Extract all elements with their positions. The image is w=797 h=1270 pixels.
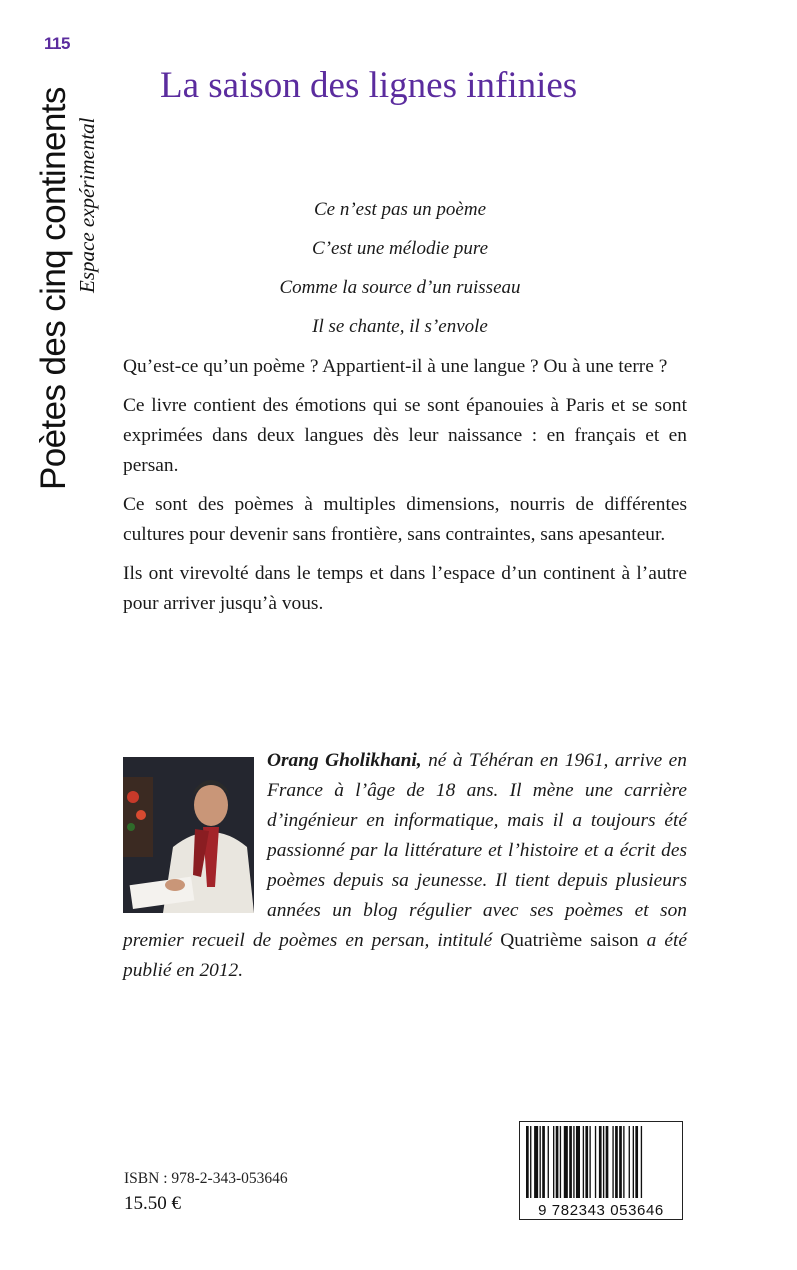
barcode-bar: [573, 1126, 574, 1198]
author-photo: [123, 757, 254, 913]
barcode-bar: [595, 1126, 596, 1198]
series-subtitle: Espace expérimental: [75, 117, 99, 293]
barcode-bar: [548, 1126, 549, 1198]
poem-excerpt: [200, 195, 600, 351]
poem-line: Ce n’est pas un poème: [313, 199, 487, 220]
barcode-bar: [569, 1126, 572, 1198]
barcode-bar: [606, 1126, 609, 1198]
barcode-bar: [540, 1126, 541, 1198]
barcode-bar: [589, 1126, 590, 1198]
author-photo-illustration: [123, 757, 254, 913]
blurb-paragraph: Ce sont des poèmes à multiples dimensions, nourris de différentes cultures pour devenir sans frontière, sans contraintes, sans apesanteur.: [123, 494, 687, 545]
barcode-bar: [612, 1126, 613, 1198]
barcode-bar: [635, 1126, 638, 1198]
book-title: La saison des lignes infinies: [160, 65, 578, 106]
barcode-bar: [560, 1126, 561, 1198]
price: 15.50 €: [124, 1193, 181, 1214]
barcode-bar: [585, 1126, 588, 1198]
barcode-bar: [553, 1126, 554, 1198]
barcode-bar: [623, 1126, 624, 1198]
barcode-bar: [615, 1126, 618, 1198]
blurb-paragraph: Ils ont virevolté dans le temps et dans l’espace d’un continent à l’autre pour arriver jusqu’à vous.: [123, 563, 687, 614]
barcode-bar: [583, 1126, 584, 1198]
series-title: Poètes des cinq continents: [34, 87, 73, 490]
poem-line: C’est une mélodie pure: [311, 238, 489, 259]
blurb-paragraph: Ce livre contient des émotions qui se sont épanouies à Paris et se sont exprimées dans deux langues dès leur naissance : en français et en persan.: [123, 395, 687, 476]
author-bio-text: né à Téhéran en 1961, arrive en France à l’âge de 18 ans. Il mène une carrière d’ingénieur en informatique, mais il a toujours été passionné par la littérature et l’histoire et a écrit des poèmes depuis sa jeunesse. Il tient depuis plusieurs années un blog régulier avec ses poèmes et son premier recueil de poèmes en persan, intitulé: [123, 750, 687, 951]
barcode-bar: [542, 1126, 545, 1198]
blurb-paragraph: Qu’est-ce qu’un poème ? Appartient-il à une langue ? Ou à une terre ?: [123, 356, 668, 377]
barcode: [519, 1121, 683, 1220]
isbn: ISBN : 978-2-343-053646: [124, 1170, 288, 1187]
barcode-bar: [599, 1126, 602, 1198]
barcode-bar: [603, 1126, 604, 1198]
author-name: Orang Gholikhani,: [267, 750, 422, 771]
series-number: 115: [44, 34, 70, 53]
barcode-bar: [629, 1126, 630, 1198]
barcode-bar: [534, 1126, 538, 1198]
barcode-bar: [526, 1126, 529, 1198]
author-bio: [123, 746, 687, 986]
barcode-bar: [564, 1126, 568, 1198]
barcode-bar: [556, 1126, 559, 1198]
poem-line: Il se chante, il s’envole: [312, 316, 488, 337]
barcode-bar: [633, 1126, 634, 1198]
blurb: [123, 352, 687, 628]
first-book-title: Quatrième saison: [500, 930, 639, 951]
barcode-bars: [524, 1126, 678, 1198]
author-bio-text-end: a été publié en 2012.: [123, 930, 687, 981]
barcode-digits: 9 782343 053646: [524, 1202, 678, 1219]
barcode-bar: [530, 1126, 531, 1198]
barcode-bar: [619, 1126, 622, 1198]
poem-line: Comme la source d’un ruisseau: [279, 277, 521, 298]
barcode-bar: [576, 1126, 580, 1198]
barcode-bar: [641, 1126, 642, 1198]
